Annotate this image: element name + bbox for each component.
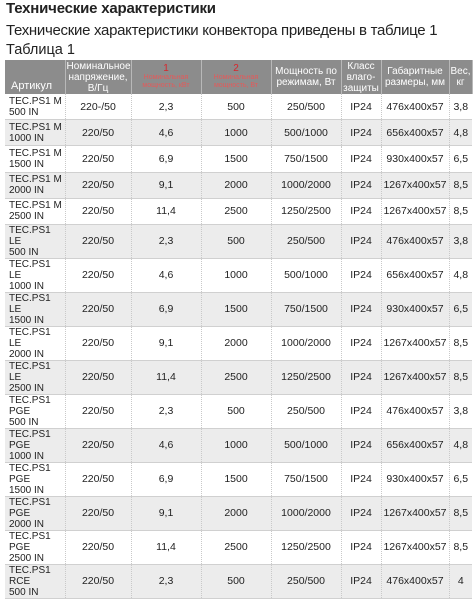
cell-model-size: 2000 IN xyxy=(9,518,45,530)
cell-dimensions: 1267x400x57 xyxy=(381,530,449,564)
cell-model-size: 500 IN xyxy=(9,246,39,258)
cell-voltage: 220/50 xyxy=(65,326,131,360)
cell-dimensions: 930x400x57 xyxy=(381,462,449,496)
cell-model xyxy=(5,496,65,530)
cell-rated-power-kw: 11,4 xyxy=(131,530,201,564)
cell-voltage: 220/50 xyxy=(65,292,131,326)
cell-protection-class: IP24 xyxy=(341,172,381,198)
table-row xyxy=(5,292,472,326)
cell-rated-power-kw: 2,3 xyxy=(131,224,201,258)
cell-protection-class: IP24 xyxy=(341,326,381,360)
cell-model-size: 2500 IN xyxy=(9,382,45,394)
cell-protection-class: IP24 xyxy=(341,120,381,146)
cell-dimensions: 476x400x57 xyxy=(381,224,449,258)
cell-power-modes: 750/1500 xyxy=(271,462,341,496)
cell-power-modes: 250/500 xyxy=(271,224,341,258)
cell-model-series: TEC.PS1 M xyxy=(9,174,62,186)
cell-model-series: TEC.PS1 LE xyxy=(9,326,51,349)
cell-rated-power-w: 2500 xyxy=(201,530,271,564)
header-weight: Вес, кг xyxy=(449,60,472,94)
cell-voltage: 220/50 xyxy=(65,258,131,292)
table-row xyxy=(5,394,472,428)
cell-rated-power-w: 1500 xyxy=(201,292,271,326)
cell-dimensions: 1267x400x57 xyxy=(381,496,449,530)
cell-dimensions: 1267x400x57 xyxy=(381,360,449,394)
cell-voltage: 220/50 xyxy=(65,394,131,428)
cell-rated-power-kw: 6,9 xyxy=(131,292,201,326)
cell-model xyxy=(5,198,65,224)
cell-rated-power-kw: 6,9 xyxy=(131,462,201,496)
cell-rated-power-kw: 2,3 xyxy=(131,394,201,428)
cell-model-size: 1500 IN xyxy=(9,158,45,170)
cell-model xyxy=(5,394,65,428)
cell-model-series: TEC.PS1 M xyxy=(9,95,62,107)
table-row xyxy=(5,462,472,496)
cell-voltage: 220/50 xyxy=(65,530,131,564)
cell-model-series: TEC.PS1 LE xyxy=(9,224,51,247)
cell-model-size: 1000 IN xyxy=(9,450,45,462)
cell-protection-class: IP24 xyxy=(341,530,381,564)
cell-power-modes: 500/1000 xyxy=(271,258,341,292)
cell-weight: 6,5 xyxy=(449,462,472,496)
cell-rated-power-kw: 11,4 xyxy=(131,360,201,394)
cell-model-size: 1500 IN xyxy=(9,484,45,496)
cell-weight: 8,5 xyxy=(449,530,472,564)
cell-power-modes: 250/500 xyxy=(271,394,341,428)
cell-dimensions: 656x400x57 xyxy=(381,120,449,146)
cell-model-series: TEC.PS1 PGE xyxy=(9,496,51,519)
cell-rated-power-w: 500 xyxy=(201,224,271,258)
cell-rated-power-kw: 4,6 xyxy=(131,120,201,146)
cell-power-modes: 500/1000 xyxy=(271,120,341,146)
cell-rated-power-w: 1500 xyxy=(201,146,271,172)
table-header-row xyxy=(5,60,472,94)
header-voltage: Номинальное напряжение, В/Гц xyxy=(66,60,131,94)
table-row xyxy=(5,94,472,120)
cell-model xyxy=(5,360,65,394)
spec-table xyxy=(5,60,473,599)
table-row xyxy=(5,326,472,360)
cell-model-size: 1000 IN xyxy=(9,132,45,144)
cell-voltage: 220-/50 xyxy=(65,94,131,120)
cell-weight: 8,5 xyxy=(449,496,472,530)
cell-power-modes: 1000/2000 xyxy=(271,326,341,360)
table-row xyxy=(5,198,472,224)
cell-power-modes: 1000/2000 xyxy=(271,496,341,530)
cell-dimensions: 1267x400x57 xyxy=(381,198,449,224)
cell-power-modes: 250/500 xyxy=(271,94,341,120)
cell-model xyxy=(5,428,65,462)
cell-model xyxy=(5,462,65,496)
cell-power-modes: 1000/2000 xyxy=(271,172,341,198)
cell-weight: 4,8 xyxy=(449,120,472,146)
cell-model-series: TEC.PS1 PGE xyxy=(9,530,51,553)
cell-power-modes: 750/1500 xyxy=(271,146,341,172)
cell-model-series: TEC.PS1 M xyxy=(9,147,62,159)
cell-rated-power-kw: 9,1 xyxy=(131,496,201,530)
cell-voltage: 220/50 xyxy=(65,360,131,394)
cell-power-modes: 1250/2500 xyxy=(271,360,341,394)
cell-protection-class: IP24 xyxy=(341,428,381,462)
cell-protection-class: IP24 xyxy=(341,394,381,428)
table-row xyxy=(5,224,472,258)
cell-rated-power-kw: 11,4 xyxy=(131,198,201,224)
cell-weight: 4,8 xyxy=(449,428,472,462)
cell-model-size: 2500 IN xyxy=(9,211,45,223)
cell-model-size: 500 IN xyxy=(9,586,39,598)
header-rated-power-kw xyxy=(131,60,201,94)
table-row xyxy=(5,428,472,462)
cell-rated-power-w: 1000 xyxy=(201,120,271,146)
cell-weight: 8,5 xyxy=(449,172,472,198)
cell-rated-power-w: 500 xyxy=(201,394,271,428)
header-rated-power-kw-label: Номинальная мощность, кВт xyxy=(142,74,190,89)
cell-dimensions: 656x400x57 xyxy=(381,428,449,462)
table-row xyxy=(5,172,472,198)
page-heading: Технические характеристики xyxy=(6,0,216,17)
cell-rated-power-w: 2000 xyxy=(201,326,271,360)
cell-voltage: 220/50 xyxy=(65,146,131,172)
cell-voltage: 220/50 xyxy=(65,564,131,598)
cell-model-series: TEC.PS1 LE xyxy=(9,258,51,281)
cell-power-modes: 250/500 xyxy=(271,564,341,598)
cell-protection-class: IP24 xyxy=(341,146,381,172)
table-row xyxy=(5,564,472,598)
table-row xyxy=(5,496,472,530)
cell-protection-class: IP24 xyxy=(341,292,381,326)
cell-power-modes: 1250/2500 xyxy=(271,530,341,564)
cell-model-series: TEC.PS1 PGE xyxy=(9,394,51,417)
table-row xyxy=(5,258,472,292)
cell-model-series: TEC.PS1 RCE xyxy=(9,564,51,587)
cell-weight: 6,5 xyxy=(449,292,472,326)
footnote-mark-2: 2 xyxy=(233,63,239,74)
cell-voltage: 220/50 xyxy=(65,120,131,146)
cell-model-size: 2000 IN xyxy=(9,348,45,360)
cell-model-series: TEC.PS1 PGE xyxy=(9,428,51,451)
header-power-modes: Мощность по режимам, Вт xyxy=(271,60,341,94)
table-row xyxy=(5,360,472,394)
cell-model-size: 1500 IN xyxy=(9,314,45,326)
cell-dimensions: 656x400x57 xyxy=(381,258,449,292)
cell-model xyxy=(5,258,65,292)
header-protection-class: Класс влаго-защиты xyxy=(341,60,381,94)
cell-dimensions: 476x400x57 xyxy=(381,94,449,120)
cell-model xyxy=(5,94,65,120)
cell-model-size: 2000 IN xyxy=(9,185,45,197)
cell-model xyxy=(5,326,65,360)
cell-weight: 3,8 xyxy=(449,94,472,120)
cell-rated-power-w: 2000 xyxy=(201,172,271,198)
table-row xyxy=(5,120,472,146)
cell-rated-power-w: 1500 xyxy=(201,462,271,496)
cell-voltage: 220/50 xyxy=(65,198,131,224)
cell-model xyxy=(5,120,65,146)
cell-rated-power-kw: 9,1 xyxy=(131,326,201,360)
table-row xyxy=(5,530,472,564)
cell-rated-power-kw: 4,6 xyxy=(131,258,201,292)
cell-dimensions: 1267x400x57 xyxy=(381,326,449,360)
cell-rated-power-kw: 4,6 xyxy=(131,428,201,462)
cell-rated-power-kw: 9,1 xyxy=(131,172,201,198)
cell-rated-power-w: 500 xyxy=(201,564,271,598)
cell-model xyxy=(5,292,65,326)
cell-model-size: 500 IN xyxy=(9,416,39,428)
cell-model-size: 500 IN xyxy=(9,106,39,118)
cell-rated-power-w: 2500 xyxy=(201,198,271,224)
cell-protection-class: IP24 xyxy=(341,94,381,120)
cell-weight: 4 xyxy=(449,564,472,598)
header-rated-power-w-label: Номинальная мощность, Вт xyxy=(213,74,259,89)
cell-protection-class: IP24 xyxy=(341,564,381,598)
cell-protection-class: IP24 xyxy=(341,496,381,530)
cell-rated-power-w: 2000 xyxy=(201,496,271,530)
cell-dimensions: 930x400x57 xyxy=(381,292,449,326)
cell-weight: 3,8 xyxy=(449,224,472,258)
cell-model-series: TEC.PS1 LE xyxy=(9,292,51,315)
header-model: Артикул xyxy=(5,60,65,94)
cell-dimensions: 476x400x57 xyxy=(381,564,449,598)
cell-weight: 8,5 xyxy=(449,326,472,360)
cell-model xyxy=(5,146,65,172)
spec-table-container xyxy=(5,60,472,599)
cell-model xyxy=(5,530,65,564)
cell-weight: 4,8 xyxy=(449,258,472,292)
cell-rated-power-w: 1000 xyxy=(201,428,271,462)
footnote-mark-1: 1 xyxy=(163,63,169,74)
cell-model xyxy=(5,564,65,598)
cell-dimensions: 1267x400x57 xyxy=(381,172,449,198)
cell-weight: 3,8 xyxy=(449,394,472,428)
cell-model-size: 1000 IN xyxy=(9,280,45,292)
cell-model xyxy=(5,172,65,198)
cell-model-series: TEC.PS1 M xyxy=(9,121,62,133)
cell-model-size: 2500 IN xyxy=(9,552,45,564)
cell-rated-power-kw: 6,9 xyxy=(131,146,201,172)
cell-weight: 8,5 xyxy=(449,198,472,224)
table-body xyxy=(5,94,472,598)
cell-model-series: TEC.PS1 PGE xyxy=(9,462,51,485)
table-row xyxy=(5,146,472,172)
cell-voltage: 220/50 xyxy=(65,428,131,462)
cell-rated-power-w: 1000 xyxy=(201,258,271,292)
cell-protection-class: IP24 xyxy=(341,258,381,292)
cell-voltage: 220/50 xyxy=(65,172,131,198)
table-caption: Таблица 1 xyxy=(6,42,75,58)
cell-voltage: 220/50 xyxy=(65,496,131,530)
cell-dimensions: 930x400x57 xyxy=(381,146,449,172)
header-rated-power-w xyxy=(201,60,271,94)
cell-power-modes: 500/1000 xyxy=(271,428,341,462)
cell-voltage: 220/50 xyxy=(65,224,131,258)
cell-protection-class: IP24 xyxy=(341,198,381,224)
cell-rated-power-kw: 2,3 xyxy=(131,564,201,598)
cell-protection-class: IP24 xyxy=(341,360,381,394)
cell-model xyxy=(5,224,65,258)
cell-rated-power-kw: 2,3 xyxy=(131,94,201,120)
cell-model-series: TEC.PS1 LE xyxy=(9,360,51,383)
intro-text: Технические характеристики конвектора приведены в таблице 1 xyxy=(6,22,438,39)
cell-protection-class: IP24 xyxy=(341,462,381,496)
cell-weight: 6,5 xyxy=(449,146,472,172)
cell-power-modes: 1250/2500 xyxy=(271,198,341,224)
header-dimensions: Габаритные размеры, мм xyxy=(381,60,449,94)
cell-voltage: 220/50 xyxy=(65,462,131,496)
cell-model-series: TEC.PS1 M xyxy=(9,200,62,212)
cell-power-modes: 750/1500 xyxy=(271,292,341,326)
cell-weight: 8,5 xyxy=(449,360,472,394)
cell-rated-power-w: 2500 xyxy=(201,360,271,394)
cell-rated-power-w: 500 xyxy=(201,94,271,120)
cell-protection-class: IP24 xyxy=(341,224,381,258)
cell-dimensions: 476x400x57 xyxy=(381,394,449,428)
